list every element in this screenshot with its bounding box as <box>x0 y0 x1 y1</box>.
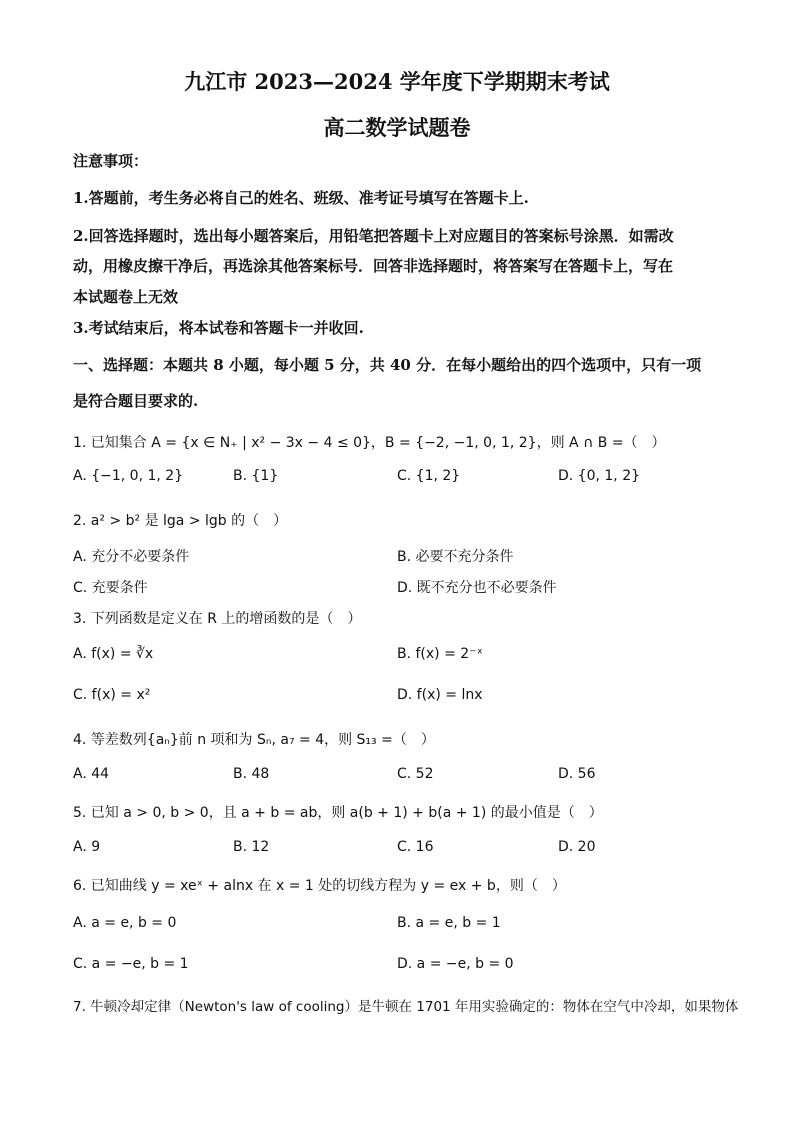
question-stem: 3. 下列函数是定义在 R 上的增函数的是（ ） <box>73 611 362 627</box>
section-heading-cont: 是符合题目要求的. <box>73 392 199 410</box>
question-stem: 6. 已知曲线 y = xeˣ + alnx 在 x = 1 处的切线方程为 y = ex + b，则（ ） <box>73 878 566 894</box>
option-d: D. 56 <box>558 766 596 782</box>
notice-item: 动，用橡皮擦干净后，再选涂其他答案标号．回答非选择题时，将答案写在答题卡上，写在 <box>73 257 674 275</box>
option-a: A. a = e, b = 0 <box>73 915 177 931</box>
option-a: A. {−1, 0, 1, 2} <box>73 468 184 484</box>
question-stem: 1. 已知集合 A = {x ∈ N₊ | x² − 3x − 4 ≤ 0}，B = {−2, −1, 0, 1, 2}，则 A ∩ B =（ ） <box>73 435 666 451</box>
option-b: B. {1} <box>233 468 279 484</box>
question-stem: 5. 已知 a > 0, b > 0，且 a + b = ab，则 a(b + 1) + b(a + 1) 的最小值是（ ） <box>73 805 603 821</box>
notice-heading: 注意事项： <box>73 152 149 170</box>
option-c: C. f(x) = x² <box>73 687 151 703</box>
section-heading: 一、选择题：本题共 8 小题，每小题 5 分，共 40 分．在每小题给出的四个选项中，只有一项 <box>73 356 702 374</box>
exam-title: 九江市 2023—2024 学年度下学期期末考试 <box>184 69 610 94</box>
option-c: C. a = −e, b = 1 <box>73 956 189 972</box>
notice-item: 3.考试结束后，将本试卷和答题卡一并收回. <box>73 319 364 337</box>
option-d: D. f(x) = lnx <box>397 687 483 703</box>
option-b: B. 48 <box>233 766 270 782</box>
question-stem: 7. 牛顿冷却定律（Newton's law of cooling）是牛顿在 1701 年用实验确定的：物体在空气中冷却，如果物体 <box>73 999 739 1015</box>
option-d: D. 既不充分也不必要条件 <box>397 580 557 596</box>
option-c: C. 52 <box>397 766 434 782</box>
notice-item: 2.回答选择题时，选出每小题答案后，用铅笔把答题卡上对应题目的答案标号涂黑．如需改 <box>73 227 674 245</box>
option-b: B. f(x) = 2⁻ˣ <box>397 646 483 662</box>
option-b: B. 必要不充分条件 <box>397 549 514 565</box>
option-d: D. {0, 1, 2} <box>558 468 641 484</box>
notice-item: 1.答题前，考生务必将自己的姓名、班级、准考证号填写在答题卡上. <box>73 189 529 207</box>
notice-item: 本试题卷上无效 <box>73 288 179 306</box>
option-c: C. 充要条件 <box>73 580 148 596</box>
exam-subtitle: 高二数学试题卷 <box>323 115 471 140</box>
option-a: A. 9 <box>73 839 101 855</box>
option-a: A. 充分不必要条件 <box>73 549 190 565</box>
question-stem: 4. 等差数列{aₙ}前 n 项和为 Sₙ, a₇ = 4，则 S₁₃ =（ ） <box>73 732 435 748</box>
option-a: A. 44 <box>73 766 110 782</box>
option-d: D. a = −e, b = 0 <box>397 956 514 972</box>
option-c: C. {1, 2} <box>397 468 461 484</box>
option-b: B. a = e, b = 1 <box>397 915 501 931</box>
option-b: B. 12 <box>233 839 270 855</box>
question-stem: 2. a² > b² 是 lga > lgb 的（ ） <box>73 513 288 529</box>
option-d: D. 20 <box>558 839 596 855</box>
option-a: A. f(x) = ∛x <box>73 646 154 662</box>
option-c: C. 16 <box>397 839 434 855</box>
